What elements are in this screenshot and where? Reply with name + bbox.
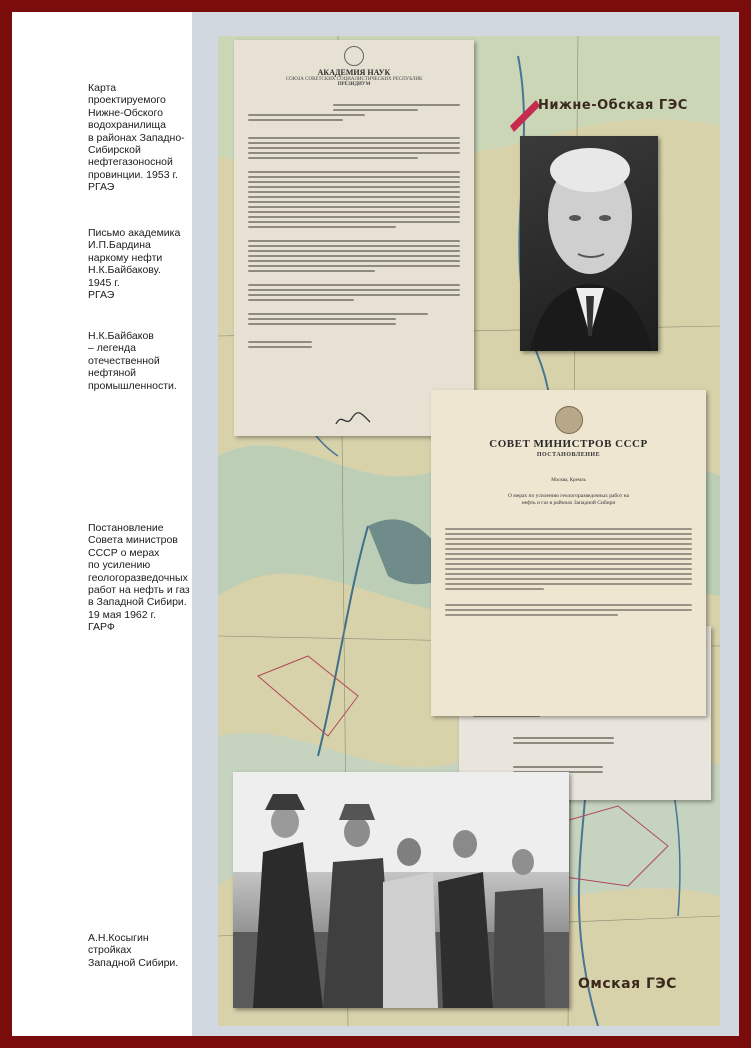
decree-subtitle: ПОСТАНОВЛЕНИЕ — [536, 452, 601, 458]
decree-topic: О мерах по усилению геологоразведочных работ на нефть и газ в районах Западной Сибири — [507, 493, 630, 506]
portrait-drawing — [520, 136, 658, 351]
group-photo-drawing — [233, 772, 569, 1008]
caption-kosygin: А.Н.Косыгин стройках Западной Сибири. — [88, 932, 179, 969]
kosygin-photo — [233, 772, 569, 1008]
page — [12, 12, 739, 1036]
signature — [334, 410, 374, 430]
decree-body — [431, 507, 706, 616]
caption-column — [12, 12, 192, 1036]
baibakov-portrait — [520, 136, 658, 351]
decree-title: СОВЕТ МИНИСТРОВ СССР — [489, 438, 648, 450]
caption-map: Карта проектируемого Нижне-Обского водохранилища в районах Западно- Сибирской нефтегазоносной провинции. 1953 г. РГАЭ — [88, 82, 185, 194]
letter-org-subtitle: СОЮЗА СОВЕТСКИХ СОЦИАЛИСТИЧЕСКИХ РЕСПУБЛИК — [285, 77, 423, 82]
letter-org-presidium: ПРЕЗИДИУМ — [337, 82, 371, 87]
council-decree — [431, 390, 706, 716]
bardin-letter — [234, 40, 474, 436]
decree-place: Москва, Кремль — [551, 478, 586, 483]
emblem-icon — [344, 46, 364, 66]
label-omskaya: Омская ГЭС — [578, 976, 677, 992]
letter-org-title: АКАДЕМИЯ НАУК — [317, 68, 391, 77]
caption-decree: Постановление Совета министров СССР о мерах по усилению геологоразведочных работ на нефть и газ в Западной Сибири. 19 мая 1962 г. ГАРФ — [88, 522, 190, 634]
caption-letter: Письмо академика И.П.Бардина наркому нефти Н.К.Байбакову. 1945 г. РГАЭ — [88, 227, 181, 302]
label-nizhne-obskaya: Нижне-Обская ГЭС — [538, 98, 688, 113]
caption-portrait: Н.К.Байбаков – легенда отечественной нефтяной промышленности. — [88, 330, 177, 392]
letter-body — [234, 87, 474, 348]
ussr-emblem-icon — [555, 406, 583, 434]
